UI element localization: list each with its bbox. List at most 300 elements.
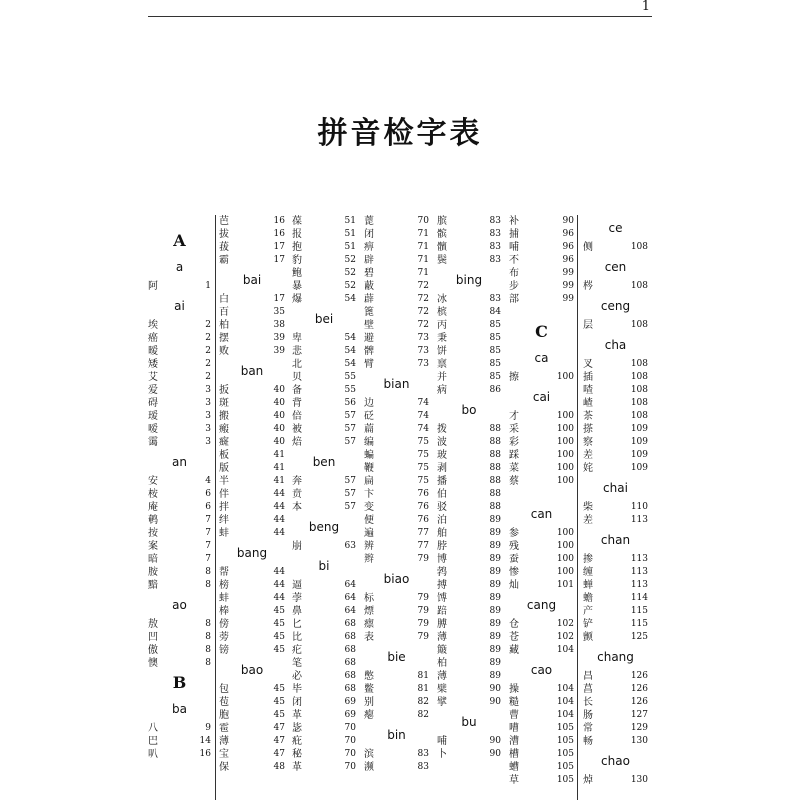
entry-page-number: 6 <box>205 502 211 512</box>
index-entry <box>148 579 211 592</box>
entry-character: 鲍 <box>292 268 302 279</box>
entry-character: 表 <box>364 632 374 643</box>
entry-character: 疪 <box>292 736 302 747</box>
entry-page-number: 75 <box>417 463 429 473</box>
index-entry <box>219 332 285 345</box>
index-entry <box>437 306 501 319</box>
entry-page-number: 76 <box>417 489 429 499</box>
pinyin-syllable: can <box>530 507 553 521</box>
index-entry <box>583 722 648 735</box>
entry-character: 蚌 <box>219 528 229 539</box>
entry-character: 蒡 <box>219 632 229 643</box>
entry-character: 凹 <box>148 632 158 643</box>
index-entry <box>148 384 211 397</box>
entry-page-number: 71 <box>417 242 429 252</box>
pinyin-syllable-heading <box>509 384 574 410</box>
entry-character: 鼻 <box>292 606 302 617</box>
index-entry <box>583 241 648 254</box>
entry-character: 蚕 <box>509 554 519 565</box>
entry-page-number: 40 <box>273 437 285 447</box>
entry-page-number: 44 <box>273 593 285 603</box>
entry-page-number: 81 <box>417 684 429 694</box>
entry-page-number: 69 <box>344 697 356 707</box>
entry-character: 禀 <box>437 359 447 370</box>
letter-heading <box>148 670 211 696</box>
index-entry <box>292 670 356 683</box>
index-entry <box>437 254 501 267</box>
entry-page-number: 90 <box>562 216 574 226</box>
entry-character: 傲 <box>148 645 158 656</box>
entry-character: 毖 <box>292 723 302 734</box>
entry-page-number: 68 <box>344 619 356 629</box>
index-entry <box>364 462 429 475</box>
entry-page-number: 55 <box>344 385 356 395</box>
entry-character: 泊 <box>437 515 447 526</box>
entry-page-number: 85 <box>489 372 501 382</box>
pinyin-syllable: ao <box>172 598 187 612</box>
entry-character: 懊 <box>148 658 158 669</box>
entry-page-number: 109 <box>630 437 648 447</box>
entry-character: 败 <box>219 346 229 357</box>
pinyin-syllable-heading <box>509 592 574 618</box>
index-entry <box>219 449 285 462</box>
index-entry <box>437 514 501 527</box>
entry-page-number: 85 <box>489 346 501 356</box>
index-entry <box>148 423 211 436</box>
entry-page-number: 82 <box>417 697 429 707</box>
index-entry <box>219 475 285 488</box>
entry-page-number: 109 <box>630 463 648 473</box>
index-entry <box>364 254 429 267</box>
entry-character: 姹 <box>583 463 593 474</box>
entry-page-number: 127 <box>630 710 648 720</box>
pinyin-syllable-heading <box>583 748 648 774</box>
index-entry <box>509 683 574 696</box>
entry-character: 扳 <box>219 385 229 396</box>
entry-character: 艾 <box>148 372 158 383</box>
letter: B <box>172 673 187 692</box>
pinyin-syllable: cai <box>532 390 551 404</box>
index-entry <box>509 228 574 241</box>
entry-page-number: 8 <box>205 567 211 577</box>
entry-character: 暴 <box>292 281 302 292</box>
pinyin-syllable-heading <box>292 449 356 475</box>
index-entry <box>364 540 429 553</box>
pinyin-syllable-heading <box>583 644 648 670</box>
entry-page-number: 104 <box>556 697 574 707</box>
index-entry <box>292 436 356 449</box>
entry-character: 百 <box>219 307 229 318</box>
entry-character: 仓 <box>509 619 519 630</box>
entry-character: 部 <box>509 294 519 305</box>
entry-page-number: 130 <box>630 736 648 746</box>
index-entry <box>219 384 285 397</box>
entry-page-number: 64 <box>344 593 356 603</box>
pinyin-syllable: cha <box>604 338 627 352</box>
entry-page-number: 108 <box>630 385 648 395</box>
index-entry <box>364 488 429 501</box>
entry-character: 癌 <box>148 333 158 344</box>
entry-character: 版 <box>219 463 229 474</box>
entry-character: 擦 <box>509 372 519 383</box>
entry-character: 嗳 <box>148 424 158 435</box>
index-entry <box>364 280 429 293</box>
entry-character: 常 <box>583 723 593 734</box>
entry-character: 柴 <box>583 502 593 513</box>
index-entry <box>364 319 429 332</box>
index-entry <box>583 436 648 449</box>
index-entry <box>509 410 574 423</box>
index-entry <box>364 761 429 774</box>
index-entry <box>148 748 211 761</box>
index-entry <box>509 566 574 579</box>
index-entry <box>292 722 356 735</box>
entry-page-number: 8 <box>205 619 211 629</box>
index-entry <box>437 215 501 228</box>
entry-character: 簸 <box>437 645 447 656</box>
index-entry <box>219 644 285 657</box>
entry-character: 板 <box>219 450 229 461</box>
entry-page-number: 1 <box>205 281 211 291</box>
index-entry <box>437 696 501 709</box>
index-entry <box>437 670 501 683</box>
entry-page-number: 47 <box>273 723 285 733</box>
index-entry <box>219 410 285 423</box>
entry-character: 薜 <box>364 294 374 305</box>
index-entry <box>292 592 356 605</box>
entry-character: 变 <box>364 502 374 513</box>
letter: C <box>535 322 548 341</box>
index-entry <box>364 267 429 280</box>
index-entry <box>583 423 648 436</box>
entry-character: 桉 <box>148 489 158 500</box>
index-entry <box>292 280 356 293</box>
entry-character: 曹 <box>509 710 519 721</box>
pinyin-syllable: a <box>175 260 184 274</box>
entry-character: 辫 <box>364 554 374 565</box>
entry-page-number: 52 <box>344 281 356 291</box>
index-entry <box>148 397 211 410</box>
entry-character: 傍 <box>219 619 229 630</box>
pinyin-syllable: biao <box>383 572 410 586</box>
entry-page-number: 83 <box>489 242 501 252</box>
entry-character: 霸 <box>219 255 229 266</box>
entry-character: 搬 <box>219 411 229 422</box>
entry-page-number: 89 <box>489 658 501 668</box>
entry-character: 侧 <box>583 242 593 253</box>
entry-page-number: 73 <box>417 346 429 356</box>
entry-character: 鹌 <box>148 515 158 526</box>
entry-page-number: 41 <box>273 450 285 460</box>
entry-page-number: 69 <box>344 710 356 720</box>
entry-character: 伴 <box>219 489 229 500</box>
entry-character: 惨 <box>509 567 519 578</box>
index-entry <box>219 306 285 319</box>
entry-page-number: 83 <box>489 229 501 239</box>
pinyin-syllable-heading <box>437 709 501 735</box>
entry-page-number: 7 <box>205 554 211 564</box>
index-entry <box>364 449 429 462</box>
entry-page-number: 68 <box>344 684 356 694</box>
entry-character: 毕 <box>292 684 302 695</box>
entry-character: 哺 <box>509 242 519 253</box>
index-entry <box>437 436 501 449</box>
entry-page-number: 89 <box>489 632 501 642</box>
entry-page-number: 74 <box>417 398 429 408</box>
index-entry <box>437 332 501 345</box>
entry-page-number: 90 <box>489 684 501 694</box>
pinyin-syllable-heading <box>364 644 429 670</box>
entry-character: 玻 <box>437 450 447 461</box>
pinyin-syllable: bin <box>387 728 406 742</box>
index-entry <box>219 514 285 527</box>
entry-page-number: 108 <box>630 372 648 382</box>
index-entry <box>219 579 285 592</box>
entry-character: 背 <box>292 398 302 409</box>
entry-character: 檗 <box>437 684 447 695</box>
pinyin-syllable-heading <box>437 267 501 293</box>
entry-page-number: 96 <box>562 242 574 252</box>
index-entry <box>509 371 574 384</box>
index-entry <box>509 774 574 787</box>
entry-page-number: 108 <box>630 411 648 421</box>
entry-character: 胞 <box>219 710 229 721</box>
entry-character: 篦 <box>364 307 374 318</box>
entry-page-number: 75 <box>417 476 429 486</box>
entry-page-number: 88 <box>489 489 501 499</box>
index-entry <box>509 436 574 449</box>
index-entry <box>583 501 648 514</box>
entry-character: 插 <box>583 372 593 383</box>
entry-character: 砭 <box>364 411 374 422</box>
index-entry <box>292 696 356 709</box>
index-entry <box>437 553 501 566</box>
index-entry <box>292 345 356 358</box>
entry-page-number: 76 <box>417 515 429 525</box>
entry-character: 馎 <box>437 593 447 604</box>
entry-character: 搏 <box>437 580 447 591</box>
entry-page-number: 77 <box>417 528 429 538</box>
entry-character: 瘭 <box>364 619 374 630</box>
index-entry <box>292 293 356 306</box>
entry-character: 薄 <box>437 671 447 682</box>
index-entry <box>364 631 429 644</box>
index-entry <box>292 501 356 514</box>
entry-page-number: 105 <box>556 762 574 772</box>
entry-character: 喳 <box>583 385 593 396</box>
index-entry <box>437 644 501 657</box>
entry-page-number: 89 <box>489 606 501 616</box>
entry-character: 帮 <box>219 567 229 578</box>
column-divider <box>215 215 216 800</box>
index-entry <box>583 319 648 332</box>
entry-page-number: 125 <box>630 632 648 642</box>
index-entry <box>437 228 501 241</box>
entry-character: 察 <box>583 437 593 448</box>
index-entry <box>148 501 211 514</box>
entry-page-number: 44 <box>273 502 285 512</box>
index-entry <box>509 696 574 709</box>
index-entry <box>292 735 356 748</box>
entry-page-number: 7 <box>205 541 211 551</box>
index-entry <box>292 540 356 553</box>
index-entry <box>292 332 356 345</box>
index-entry <box>292 371 356 384</box>
entry-character: 哺 <box>437 736 447 747</box>
entry-character: 叉 <box>583 359 593 370</box>
entry-page-number: 100 <box>556 476 574 486</box>
index-entry <box>583 774 648 787</box>
index-entry <box>583 553 648 566</box>
index-entry <box>219 254 285 267</box>
entry-character: 蚌 <box>219 593 229 604</box>
entry-page-number: 100 <box>556 411 574 421</box>
entry-character: 残 <box>509 541 519 552</box>
index-entry <box>437 241 501 254</box>
entry-character: 梣 <box>583 281 593 292</box>
index-entry <box>148 553 211 566</box>
entry-page-number: 81 <box>417 671 429 681</box>
index-entry <box>219 397 285 410</box>
pinyin-syllable-heading <box>219 657 285 683</box>
entry-page-number: 115 <box>630 606 648 616</box>
entry-character: 蝙 <box>364 450 374 461</box>
entry-character: 蝉 <box>583 580 593 591</box>
entry-page-number: 2 <box>205 346 211 356</box>
entry-character: 踩 <box>509 450 519 461</box>
index-entry <box>364 618 429 631</box>
index-entry <box>364 436 429 449</box>
index-entry <box>148 722 211 735</box>
entry-page-number: 88 <box>489 476 501 486</box>
entry-page-number: 8 <box>205 645 211 655</box>
entry-character: 卜 <box>437 749 447 760</box>
index-entry <box>509 241 574 254</box>
index-entry <box>364 293 429 306</box>
entry-page-number: 84 <box>489 307 501 317</box>
entry-character: 糙 <box>509 697 519 708</box>
entry-page-number: 113 <box>630 580 648 590</box>
entry-page-number: 40 <box>273 424 285 434</box>
entry-character: 螬 <box>509 762 519 773</box>
entry-page-number: 89 <box>489 541 501 551</box>
entry-page-number: 104 <box>556 684 574 694</box>
index-entry <box>509 215 574 228</box>
index-entry <box>509 267 574 280</box>
entry-page-number: 89 <box>489 619 501 629</box>
index-entry <box>437 592 501 605</box>
entry-character: 瑷 <box>148 411 158 422</box>
pinyin-syllable-heading <box>148 696 211 722</box>
entry-character: 差 <box>583 515 593 526</box>
index-entry <box>583 462 648 475</box>
entry-page-number: 68 <box>344 671 356 681</box>
index-entry <box>292 683 356 696</box>
index-entry <box>364 670 429 683</box>
entry-page-number: 89 <box>489 645 501 655</box>
entry-page-number: 70 <box>344 736 356 746</box>
index-entry <box>219 618 285 631</box>
index-entry <box>364 605 429 618</box>
index-entry <box>509 449 574 462</box>
entry-page-number: 51 <box>344 242 356 252</box>
entry-page-number: 44 <box>273 567 285 577</box>
index-entry <box>437 748 501 761</box>
pinyin-syllable: bei <box>314 312 334 326</box>
entry-page-number: 73 <box>417 359 429 369</box>
index-entry <box>292 748 356 761</box>
index-entry <box>583 410 648 423</box>
index-entry <box>509 475 574 488</box>
index-entry <box>583 371 648 384</box>
pinyin-syllable: ba <box>172 702 187 716</box>
entry-page-number: 54 <box>344 294 356 304</box>
index-entry <box>219 462 285 475</box>
index-entry <box>509 527 574 540</box>
entry-character: 被 <box>292 424 302 435</box>
entry-character: 痹 <box>364 242 374 253</box>
index-entry <box>219 527 285 540</box>
entry-character: 才 <box>509 411 519 422</box>
entry-page-number: 113 <box>630 515 648 525</box>
entry-character: 本 <box>292 502 302 513</box>
index-entry <box>437 345 501 358</box>
entry-page-number: 89 <box>489 580 501 590</box>
index-entry <box>148 618 211 631</box>
index-entry <box>437 488 501 501</box>
entry-page-number: 90 <box>489 749 501 759</box>
entry-character: 别 <box>364 697 374 708</box>
entry-character: 髀 <box>364 346 374 357</box>
entry-page-number: 57 <box>344 489 356 499</box>
entry-page-number: 64 <box>344 580 356 590</box>
pinyin-syllable-heading <box>292 306 356 332</box>
entry-character: 逼 <box>292 580 302 591</box>
entry-character: 阿 <box>148 281 158 292</box>
entry-character: 蔽 <box>364 281 374 292</box>
index-entry <box>219 631 285 644</box>
entry-character: 疕 <box>292 645 302 656</box>
entry-character: 崩 <box>292 541 302 552</box>
index-entry <box>292 644 356 657</box>
index-column-4 <box>364 215 429 800</box>
entry-character: 饼 <box>437 346 447 357</box>
entry-character: 闭 <box>292 697 302 708</box>
entry-character: 鬓 <box>437 255 447 266</box>
index-entry <box>148 631 211 644</box>
index-entry <box>437 475 501 488</box>
entry-character: 产 <box>583 606 593 617</box>
entry-character: 臂 <box>364 359 374 370</box>
entry-character: 蓖 <box>364 216 374 227</box>
entry-character: 驳 <box>437 502 447 513</box>
entry-page-number: 96 <box>562 229 574 239</box>
entry-page-number: 83 <box>489 216 501 226</box>
entry-character: 遍 <box>364 528 374 539</box>
index-entry <box>583 709 648 722</box>
pinyin-syllable-heading <box>509 501 574 527</box>
entry-page-number: 40 <box>273 385 285 395</box>
entry-page-number: 109 <box>630 424 648 434</box>
entry-page-number: 64 <box>344 606 356 616</box>
entry-page-number: 89 <box>489 593 501 603</box>
pinyin-syllable: chang <box>597 650 634 664</box>
index-entry <box>292 488 356 501</box>
entry-page-number: 47 <box>273 736 285 746</box>
entry-character: 灿 <box>509 580 519 591</box>
entry-character: 霭 <box>148 437 158 448</box>
entry-character: 茶 <box>583 411 593 422</box>
